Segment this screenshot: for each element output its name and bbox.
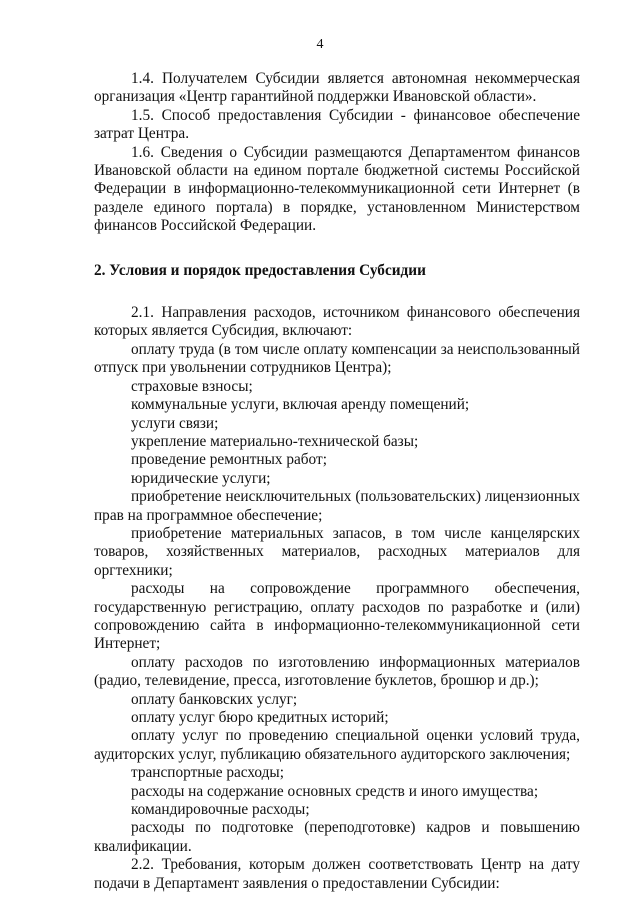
list-item-banking: оплату банковских услуг; (131, 690, 298, 708)
list-item-communication: услуги связи; (131, 414, 219, 432)
list-item-fixed-assets: расходы на содержание основных средств и иного имущества; (131, 782, 539, 800)
list-item-supplies: приобретение материальных запасов, в том числе канцелярских товаров, хозяйственных материалов, расходных материалов для оргтехники; (94, 524, 580, 579)
paragraph-1-4: 1.4. Получателем Субсидии является автономная некоммерческая организация «Центр гарантийной поддержки Ивановской области». (94, 70, 580, 106)
paragraph-1-5: 1.5. Способ предоставления Субсидии - финансовое обеспечение затрат Центра. (94, 106, 580, 143)
paragraph-1-6: 1.6. Сведения о Субсидии размещаются Департаментом финансов Ивановской области на едином портале бюджетной системы Российской Федерации в информационно-телекоммуникационной сети Интернет (в разделе единого портала) в порядке, установленном Министерством финансов Российской Федерации. (94, 143, 580, 235)
list-item-material-base: укрепление материально-технической базы; (131, 432, 419, 450)
list-item-labor-assessment: оплату услуг по проведению специальной оценки условий труда, аудиторских услуг, публикацию обязательного аудиторского заключения; (94, 727, 580, 763)
list-item-info-materials: оплату расходов по изготовлению информационных материалов (радио, телевидение, пресса, изготовление буклетов, брошюр и др.); (94, 653, 580, 690)
list-item-travel: командировочные расходы; (131, 801, 310, 819)
list-item-insurance: страховые взносы; (131, 377, 253, 395)
section-2-heading: 2. Условия и порядок предоставления Субсидии (94, 261, 426, 279)
list-item-training: расходы по подготовке (переподготовке) кадров и повышению квалификации. (94, 819, 580, 855)
list-item-software-support: расходы на сопровождение программного обеспечения, государственную регистрацию, оплату расходов по разработке и (или) сопровождению сайта в информационно-телекоммуникационной сети Интернет; (94, 580, 580, 653)
paragraph-2-1: 2.1. Направления расходов, источником финансового обеспечения которых является Субсидия, включают: (94, 304, 580, 340)
list-item-legal: юридические услуги; (131, 469, 271, 487)
page-number: 4 (316, 37, 324, 52)
paragraph-2-2: 2.2. Требования, которым должен соответствовать Центр на дату подачи в Департамент заявления о предоставлении Субсидии: (94, 856, 580, 892)
document-body (94, 70, 580, 893)
list-item-licenses: приобретение неисключительных (пользовательских) лицензионных прав на программное обеспечение; (94, 488, 580, 524)
list-item-transport: транспортные расходы; (131, 764, 284, 782)
list-item-utilities: коммунальные услуги, включая аренду помещений; (131, 396, 470, 414)
list-item-payroll: оплату труда (в том числе оплату компенсации за неиспользованный отпуск при увольнении сотрудников Центра); (94, 340, 580, 377)
list-item-credit-bureau: оплату услуг бюро кредитных историй; (131, 709, 389, 726)
list-item-repairs: проведение ремонтных работ; (131, 451, 327, 469)
